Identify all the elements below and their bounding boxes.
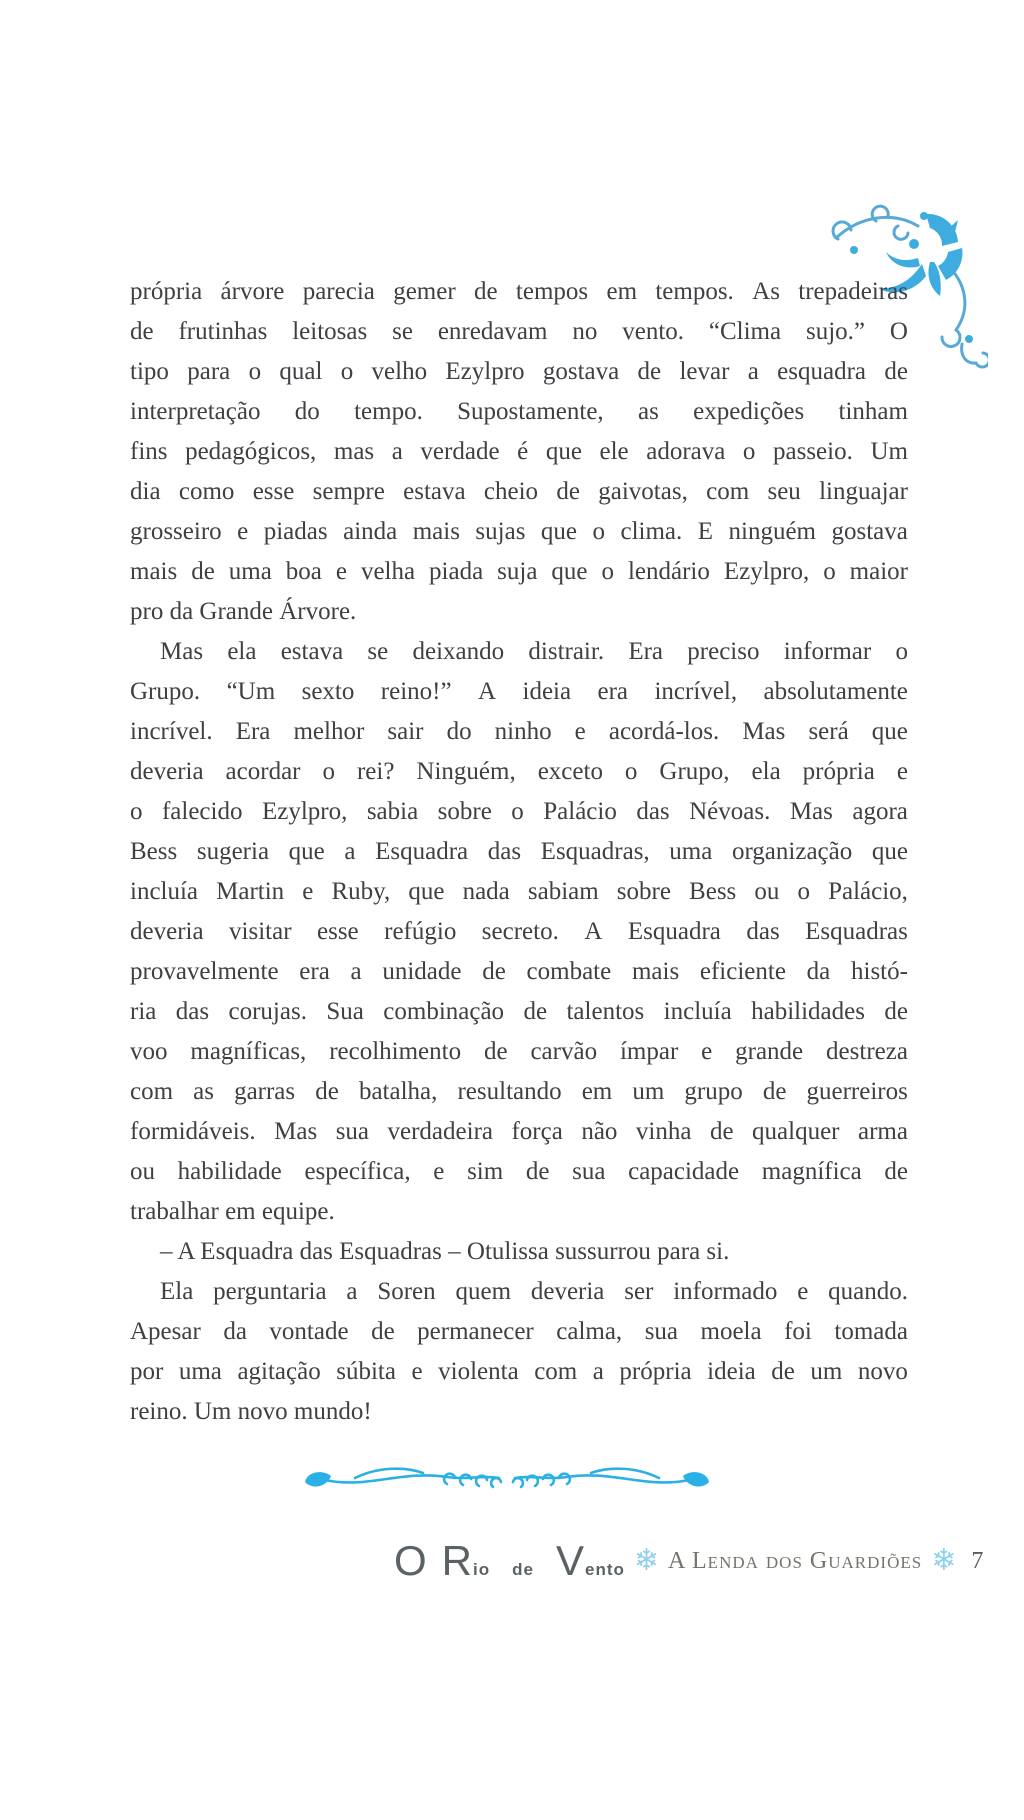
title-small-io: io [473,1560,491,1579]
text-line: Mas ela estava se deixando distrair. Era preciso informar o [160,638,908,665]
text-line: por uma agitação súbita e violenta com a própria ideia de um novo [130,1358,908,1385]
series-label: A Lenda dos Guardiões [668,1548,923,1574]
text-line: pro da Grande Árvore. [130,598,357,625]
text-line: incluía Martin e Ruby, que nada sabiam sobre Bess ou o Palácio, [130,878,908,905]
text-line: provavelmente era a unidade de combate mais eficiente da histó- [130,958,908,985]
text-line: formidáveis. Mas sua verdadeira força não vinha de qualquer arma [130,1118,908,1145]
body-text [130,272,908,1432]
text-line: ria das corujas. Sua combinação de talentos incluía habilidades de [130,998,908,1025]
title-letter-r: R [441,1537,474,1584]
text-line: – A Esquadra das Esquadras – Otulissa sussurrou para si. [160,1238,730,1265]
text-line: fins pedagógicos, mas a verdade é que ele adorava o passeio. Um [130,438,908,465]
text-line: deveria acordar o rei? Ninguém, exceto o Grupo, ela própria e [130,758,908,785]
text-line: dia como esse sempre estava cheio de gaivotas, com seu linguajar [130,478,908,505]
text-line: Ela perguntaria a Soren quem deveria ser informado e quando. [160,1278,908,1305]
text-line: grosseiro e piadas ainda mais sujas que o clima. E ninguém gostava [130,518,908,545]
text-line: Apesar da vontade de permanecer calma, sua moela foi tomada [130,1318,908,1345]
snowflake-icon: ❄ [633,1543,660,1578]
divider-flourish-icon [297,1460,717,1500]
text-line: incrível. Era melhor sair do ninho e acordá-los. Mas será que [130,718,908,745]
page-number: 7 [971,1548,984,1574]
text-line: com as garras de batalha, resultando em um grupo de guerreiros [130,1078,908,1105]
title-small-ento: ento [584,1560,625,1579]
chapter-title [394,1537,625,1584]
text-line: reino. Um novo mundo! [130,1398,372,1425]
page-footer [394,1532,983,1590]
text-line: voo magníficas, recolhimento de carvão ímpar e grande destreza [130,1038,908,1065]
title-letter-o: O [394,1537,428,1584]
text-line: trabalhar em equipe. [130,1198,335,1225]
title-letter-v: V [555,1537,585,1584]
text-line: o falecido Ezylpro, sabia sobre o Palácio das Névoas. Mas agora [130,798,908,825]
snowflake-icon: ❄ [931,1543,957,1578]
text-line: tipo para o qual o velho Ezylpro gostava de levar a esquadra de [130,358,908,385]
text-line: de frutinhas leitosas se enredavam no vento. “Clima sujo.” O [130,318,908,345]
title-small-de: de [512,1560,534,1579]
text-line: Grupo. “Um sexto reino!” A ideia era incrível, absolutamente [130,678,908,705]
text-line: interpretação do tempo. Supostamente, as expedições tinham [130,398,908,425]
text-line: mais de uma boa e velha piada suja que o lendário Ezylpro, o maior [130,558,908,585]
text-line: própria árvore parecia gemer de tempos em tempos. As trepadeiras [130,278,908,305]
text-line: deveria visitar esse refúgio secreto. A Esquadra das Esquadras [130,918,908,945]
text-line: Bess sugeria que a Esquadra das Esquadras, uma organização que [130,838,908,865]
text-line: ou habilidade específica, e sim de sua capacidade magnífica de [130,1158,908,1185]
